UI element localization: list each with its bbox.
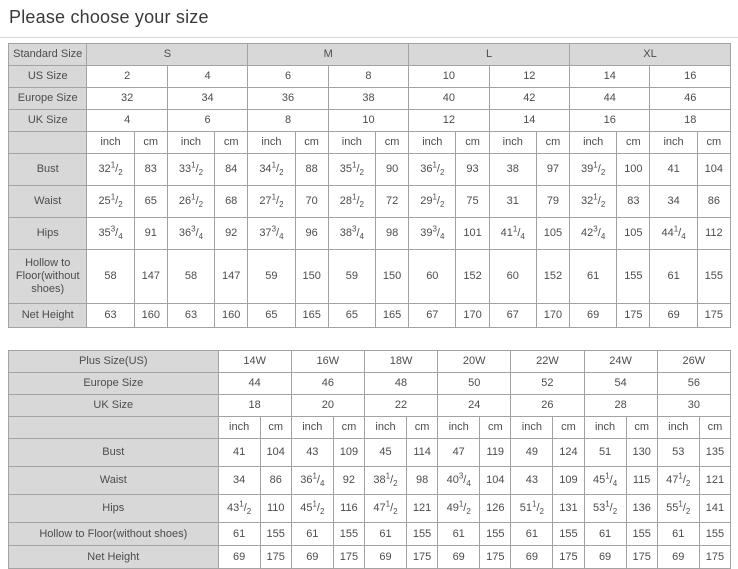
- measure-value-cell: 75: [456, 186, 489, 218]
- size-value-cell: 12: [409, 110, 489, 132]
- measure-value-cell: 98: [375, 218, 408, 250]
- unit-inch-cell: inch: [489, 132, 536, 154]
- measure-value-cell: 83: [134, 154, 167, 186]
- measure-value-cell: 131: [553, 495, 584, 523]
- size-value-cell: 50: [438, 373, 511, 395]
- measure-value-cell: 93: [456, 154, 489, 186]
- measure-value-cell: 88: [295, 154, 328, 186]
- measure-value-cell: 104: [260, 439, 291, 467]
- size-value-cell: 44: [570, 88, 650, 110]
- measure-value-cell: $44^1/_4$: [650, 218, 697, 250]
- size-value-cell: 16: [570, 110, 650, 132]
- row-label-cell: Bust: [9, 439, 219, 467]
- measure-value-cell: 100: [617, 154, 650, 186]
- measure-value-cell: 109: [333, 439, 364, 467]
- unit-cm-cell: cm: [295, 132, 328, 154]
- measure-value-cell: 47: [438, 439, 480, 467]
- measure-value-cell: 175: [260, 546, 291, 569]
- measure-value-cell: $53^1/_2$: [584, 495, 626, 523]
- measure-value-cell: 175: [699, 546, 730, 569]
- measure-value-cell: 49: [511, 439, 553, 467]
- size-value-cell: 10: [328, 110, 408, 132]
- measure-value-cell: 126: [480, 495, 511, 523]
- size-value-cell: 36: [248, 88, 328, 110]
- size-value-cell: 18W: [364, 351, 437, 373]
- row-label-cell: Europe Size: [9, 373, 219, 395]
- measure-value-cell: 43: [511, 467, 553, 495]
- size-value-cell: 6: [167, 110, 247, 132]
- measure-value-cell: 152: [456, 250, 489, 304]
- measure-value-cell: $40^3/_4$: [438, 467, 480, 495]
- unit-inch-cell: inch: [409, 132, 456, 154]
- measure-value-cell: 175: [697, 304, 730, 328]
- measure-value-cell: 41: [650, 154, 697, 186]
- unit-cm-cell: cm: [333, 417, 364, 439]
- size-value-cell: L: [409, 44, 570, 66]
- measure-value-cell: 69: [364, 546, 406, 569]
- measure-value-cell: 109: [553, 467, 584, 495]
- unit-inch-cell: inch: [218, 417, 260, 439]
- size-value-cell: 22W: [511, 351, 584, 373]
- measure-value-cell: 58: [87, 250, 134, 304]
- unit-cm-cell: cm: [536, 132, 569, 154]
- unit-cm-cell: cm: [407, 417, 438, 439]
- size-value-cell: M: [248, 44, 409, 66]
- measure-value-cell: $36^1/_2$: [409, 154, 456, 186]
- size-value-cell: 6: [248, 66, 328, 88]
- row-label-cell: Europe Size: [9, 88, 87, 110]
- measure-value-cell: 34: [218, 467, 260, 495]
- measure-value-cell: 63: [87, 304, 134, 328]
- unit-inch-cell: inch: [291, 417, 333, 439]
- measure-value-cell: 61: [438, 523, 480, 546]
- unit-inch-cell: inch: [364, 417, 406, 439]
- measure-value-cell: 31: [489, 186, 536, 218]
- measure-value-cell: 165: [375, 304, 408, 328]
- measure-value-cell: 92: [333, 467, 364, 495]
- measure-value-cell: 79: [536, 186, 569, 218]
- row-label-cell: UK Size: [9, 110, 87, 132]
- unit-inch-cell: inch: [328, 132, 375, 154]
- unit-cm-cell: cm: [260, 417, 291, 439]
- measure-value-cell: $38^3/_4$: [328, 218, 375, 250]
- measure-value-cell: 119: [480, 439, 511, 467]
- measure-value-cell: $25^1/_2$: [87, 186, 134, 218]
- row-label-cell: UK Size: [9, 395, 219, 417]
- unit-cm-cell: cm: [375, 132, 408, 154]
- unit-inch-cell: inch: [657, 417, 699, 439]
- measure-value-cell: $36^1/_4$: [291, 467, 333, 495]
- measure-value-cell: 61: [511, 523, 553, 546]
- unit-inch-cell: inch: [650, 132, 697, 154]
- measure-value-cell: 135: [699, 439, 730, 467]
- page-title: Please choose your size: [9, 7, 209, 27]
- measure-value-cell: 63: [167, 304, 214, 328]
- measure-value-cell: 170: [456, 304, 489, 328]
- measure-value-cell: 41: [218, 439, 260, 467]
- unit-cm-cell: cm: [480, 417, 511, 439]
- size-value-cell: 34: [167, 88, 247, 110]
- unit-inch-cell: inch: [248, 132, 295, 154]
- measure-value-cell: 115: [626, 467, 657, 495]
- measurement-row: [9, 495, 731, 523]
- measure-value-cell: 97: [536, 154, 569, 186]
- measure-value-cell: 155: [333, 523, 364, 546]
- measure-value-cell: 34: [650, 186, 697, 218]
- measure-value-cell: 116: [333, 495, 364, 523]
- measure-value-cell: 45: [364, 439, 406, 467]
- measure-value-cell: 104: [697, 154, 730, 186]
- measure-value-cell: $28^1/_2$: [328, 186, 375, 218]
- measure-value-cell: 69: [657, 546, 699, 569]
- unit-cm-cell: cm: [456, 132, 489, 154]
- unit-cm-cell: cm: [626, 417, 657, 439]
- size-header-row: [9, 66, 731, 88]
- unit-inch-cell: inch: [570, 132, 617, 154]
- measure-value-cell: 72: [375, 186, 408, 218]
- size-value-cell: 48: [364, 373, 437, 395]
- measure-value-cell: 121: [407, 495, 438, 523]
- size-value-cell: 46: [291, 373, 364, 395]
- unit-row: [9, 417, 731, 439]
- measure-value-cell: 96: [295, 218, 328, 250]
- unit-inch-cell: inch: [584, 417, 626, 439]
- size-value-cell: 30: [657, 395, 730, 417]
- measure-value-cell: $37^3/_4$: [248, 218, 295, 250]
- plus-size-table: [8, 350, 731, 569]
- row-label-cell: Waist: [9, 467, 219, 495]
- measure-value-cell: 147: [134, 250, 167, 304]
- measure-value-cell: $41^1/_4$: [489, 218, 536, 250]
- measure-value-cell: 101: [456, 218, 489, 250]
- measure-value-cell: 130: [626, 439, 657, 467]
- measure-value-cell: 60: [489, 250, 536, 304]
- measurement-row: [9, 546, 731, 569]
- measure-value-cell: $47^1/_2$: [364, 495, 406, 523]
- measure-value-cell: 51: [584, 439, 626, 467]
- size-value-cell: 42: [489, 88, 569, 110]
- measurement-row: [9, 467, 731, 495]
- measure-value-cell: 69: [218, 546, 260, 569]
- measure-value-cell: 152: [536, 250, 569, 304]
- row-label-cell: Waist: [9, 186, 87, 218]
- size-value-cell: 54: [584, 373, 657, 395]
- size-value-cell: 22: [364, 395, 437, 417]
- unit-cm-cell: cm: [697, 132, 730, 154]
- unit-inch-cell: inch: [438, 417, 480, 439]
- measure-value-cell: 155: [626, 523, 657, 546]
- size-value-cell: 12: [489, 66, 569, 88]
- measure-value-cell: 69: [291, 546, 333, 569]
- size-value-cell: 2: [87, 66, 167, 88]
- measure-value-cell: 121: [699, 467, 730, 495]
- measurement-row: [9, 439, 731, 467]
- measure-value-cell: 92: [215, 218, 248, 250]
- measure-value-cell: 38: [489, 154, 536, 186]
- row-label-cell: US Size: [9, 66, 87, 88]
- measure-value-cell: 160: [215, 304, 248, 328]
- measure-value-cell: $47^1/_2$: [657, 467, 699, 495]
- size-value-cell: 4: [167, 66, 247, 88]
- size-header-row: [9, 373, 731, 395]
- size-value-cell: 4: [87, 110, 167, 132]
- size-value-cell: S: [87, 44, 248, 66]
- row-label-cell: Hips: [9, 495, 219, 523]
- size-value-cell: 18: [218, 395, 291, 417]
- measure-value-cell: 65: [328, 304, 375, 328]
- size-value-cell: XL: [570, 44, 731, 66]
- size-value-cell: 8: [328, 66, 408, 88]
- measure-value-cell: 105: [536, 218, 569, 250]
- row-label-cell: Hollow to Floor(without shoes): [9, 523, 219, 546]
- measurement-row: [9, 218, 731, 250]
- measure-value-cell: 124: [553, 439, 584, 467]
- row-label-cell: Standard Size: [9, 44, 87, 66]
- size-value-cell: 10: [409, 66, 489, 88]
- row-label-cell: Bust: [9, 154, 87, 186]
- size-value-cell: 8: [248, 110, 328, 132]
- title-divider: [0, 37, 738, 38]
- size-header-row: [9, 44, 731, 66]
- measure-value-cell: $36^3/_4$: [167, 218, 214, 250]
- measure-value-cell: $27^1/_2$: [248, 186, 295, 218]
- measure-value-cell: 61: [584, 523, 626, 546]
- size-value-cell: 28: [584, 395, 657, 417]
- measure-value-cell: $39^3/_4$: [409, 218, 456, 250]
- measure-value-cell: 91: [134, 218, 167, 250]
- size-value-cell: 40: [409, 88, 489, 110]
- measure-value-cell: 70: [295, 186, 328, 218]
- measure-value-cell: 61: [364, 523, 406, 546]
- measure-value-cell: 150: [375, 250, 408, 304]
- measure-value-cell: $26^1/_2$: [167, 186, 214, 218]
- measure-value-cell: 175: [626, 546, 657, 569]
- measure-value-cell: 65: [134, 186, 167, 218]
- measure-value-cell: $42^3/_4$: [570, 218, 617, 250]
- measure-value-cell: $51^1/_2$: [511, 495, 553, 523]
- measure-value-cell: 69: [438, 546, 480, 569]
- row-label-cell: Net Height: [9, 304, 87, 328]
- measure-value-cell: $43^1/_2$: [218, 495, 260, 523]
- measure-value-cell: 61: [218, 523, 260, 546]
- measure-value-cell: 155: [697, 250, 730, 304]
- measure-value-cell: 155: [617, 250, 650, 304]
- measure-value-cell: 136: [626, 495, 657, 523]
- measurement-row: [9, 250, 731, 304]
- row-label-cell: Hips: [9, 218, 87, 250]
- measure-value-cell: 155: [260, 523, 291, 546]
- measure-value-cell: 150: [295, 250, 328, 304]
- measure-value-cell: $34^1/_2$: [248, 154, 295, 186]
- size-value-cell: 26: [511, 395, 584, 417]
- unit-cm-cell: cm: [699, 417, 730, 439]
- size-value-cell: 16W: [291, 351, 364, 373]
- measure-value-cell: 98: [407, 467, 438, 495]
- measure-value-cell: $45^1/_2$: [291, 495, 333, 523]
- measure-value-cell: 60: [409, 250, 456, 304]
- size-header-row: [9, 88, 731, 110]
- measure-value-cell: 110: [260, 495, 291, 523]
- size-value-cell: 32: [87, 88, 167, 110]
- measure-value-cell: 84: [215, 154, 248, 186]
- measure-value-cell: $45^1/_4$: [584, 467, 626, 495]
- measurement-row: [9, 154, 731, 186]
- unit-cm-cell: cm: [617, 132, 650, 154]
- measure-value-cell: 170: [536, 304, 569, 328]
- measure-value-cell: 141: [699, 495, 730, 523]
- measure-value-cell: 165: [295, 304, 328, 328]
- measure-value-cell: 86: [697, 186, 730, 218]
- measure-value-cell: 175: [333, 546, 364, 569]
- measurement-row: [9, 523, 731, 546]
- measure-value-cell: 53: [657, 439, 699, 467]
- measure-value-cell: 147: [215, 250, 248, 304]
- measure-value-cell: 112: [697, 218, 730, 250]
- measure-value-cell: 155: [699, 523, 730, 546]
- measurement-row: [9, 186, 731, 218]
- measure-value-cell: $33^1/_2$: [167, 154, 214, 186]
- measure-value-cell: 86: [260, 467, 291, 495]
- standard-size-table: [8, 43, 731, 328]
- measure-value-cell: 69: [511, 546, 553, 569]
- measure-value-cell: 69: [650, 304, 697, 328]
- unit-row: [9, 132, 731, 154]
- measure-value-cell: $55^1/_2$: [657, 495, 699, 523]
- unit-inch-cell: inch: [167, 132, 214, 154]
- size-value-cell: 18: [650, 110, 731, 132]
- measure-value-cell: 61: [570, 250, 617, 304]
- unit-inch-cell: inch: [87, 132, 134, 154]
- measure-value-cell: 83: [617, 186, 650, 218]
- size-value-cell: 16: [650, 66, 731, 88]
- measure-value-cell: 67: [409, 304, 456, 328]
- unit-cm-cell: cm: [553, 417, 584, 439]
- measure-value-cell: $39^1/_2$: [570, 154, 617, 186]
- measure-value-cell: 105: [617, 218, 650, 250]
- row-label-cell: Hollow to Floor(without shoes): [9, 250, 87, 304]
- measure-value-cell: 69: [584, 546, 626, 569]
- measure-value-cell: $32^1/_2$: [87, 154, 134, 186]
- measure-value-cell: 43: [291, 439, 333, 467]
- size-header-row: [9, 110, 731, 132]
- plus-size-table-body: [9, 351, 731, 569]
- measure-value-cell: 104: [480, 467, 511, 495]
- size-value-cell: 14W: [218, 351, 291, 373]
- measure-value-cell: $35^1/_2$: [328, 154, 375, 186]
- measure-value-cell: 61: [650, 250, 697, 304]
- size-value-cell: 56: [657, 373, 730, 395]
- measure-value-cell: 175: [480, 546, 511, 569]
- size-value-cell: 20W: [438, 351, 511, 373]
- measure-value-cell: 90: [375, 154, 408, 186]
- size-value-cell: 38: [328, 88, 408, 110]
- row-label-cell: Net Height: [9, 546, 219, 569]
- measure-value-cell: 61: [657, 523, 699, 546]
- measure-value-cell: $29^1/_2$: [409, 186, 456, 218]
- size-value-cell: 52: [511, 373, 584, 395]
- measure-value-cell: 65: [248, 304, 295, 328]
- measure-value-cell: $32^1/_2$: [570, 186, 617, 218]
- measure-value-cell: 155: [553, 523, 584, 546]
- measure-value-cell: 69: [570, 304, 617, 328]
- unit-cm-cell: cm: [134, 132, 167, 154]
- measure-value-cell: 175: [617, 304, 650, 328]
- size-value-cell: 46: [650, 88, 731, 110]
- measure-value-cell: 59: [248, 250, 295, 304]
- measure-value-cell: $49^1/_2$: [438, 495, 480, 523]
- row-label-cell: Plus Size(US): [9, 351, 219, 373]
- size-value-cell: 14: [570, 66, 650, 88]
- size-value-cell: 20: [291, 395, 364, 417]
- measure-value-cell: 59: [328, 250, 375, 304]
- measure-value-cell: 58: [167, 250, 214, 304]
- measure-value-cell: 175: [553, 546, 584, 569]
- size-value-cell: 24W: [584, 351, 657, 373]
- measure-value-cell: $35^3/_4$: [87, 218, 134, 250]
- measure-value-cell: 61: [291, 523, 333, 546]
- measure-value-cell: 114: [407, 439, 438, 467]
- measurement-row: [9, 304, 731, 328]
- measure-value-cell: 155: [407, 523, 438, 546]
- size-value-cell: 44: [218, 373, 291, 395]
- standard-size-table-body: [9, 44, 731, 328]
- measure-value-cell: 160: [134, 304, 167, 328]
- unit-cm-cell: cm: [215, 132, 248, 154]
- measure-value-cell: 175: [407, 546, 438, 569]
- measure-value-cell: 68: [215, 186, 248, 218]
- measure-value-cell: 67: [489, 304, 536, 328]
- measure-value-cell: $38^1/_2$: [364, 467, 406, 495]
- unit-inch-cell: inch: [511, 417, 553, 439]
- size-value-cell: 14: [489, 110, 569, 132]
- size-header-row: [9, 351, 731, 373]
- row-label-cell: [9, 417, 219, 439]
- row-label-cell: [9, 132, 87, 154]
- size-header-row: [9, 395, 731, 417]
- measure-value-cell: 155: [480, 523, 511, 546]
- size-value-cell: 26W: [657, 351, 730, 373]
- size-value-cell: 24: [438, 395, 511, 417]
